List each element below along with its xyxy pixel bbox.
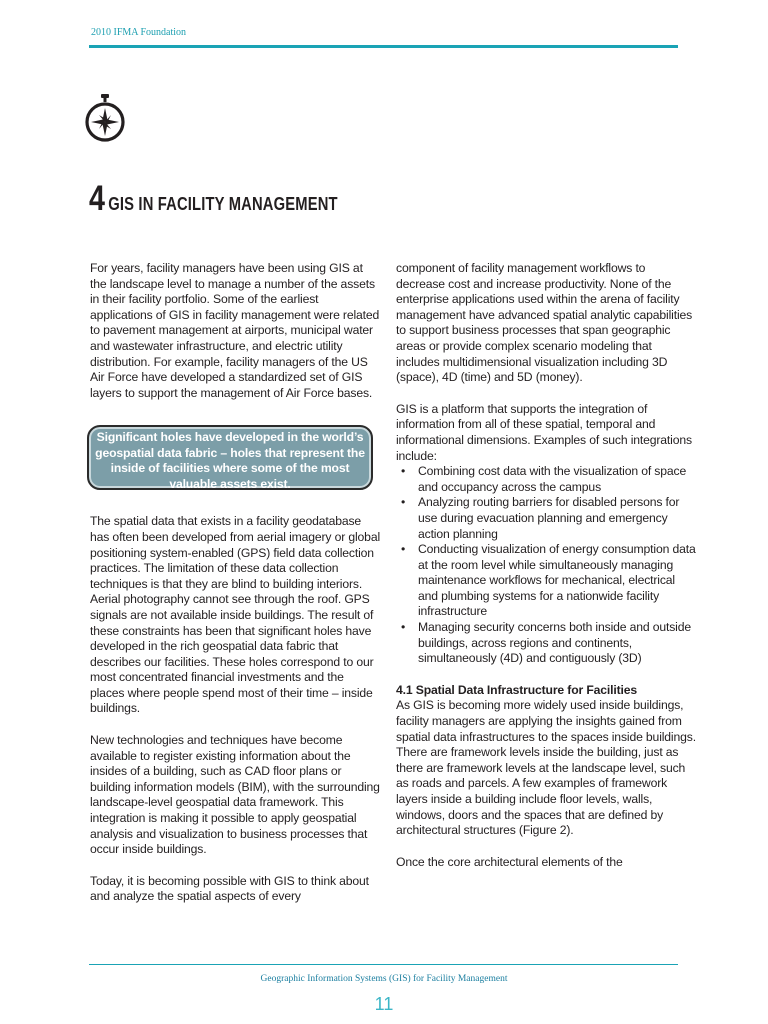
list-item: • Conducting visualization of energy consumption data at the room level while simultaneously managing maintenance workflows for mechanical, electrical and plumbing systems for a nationwide facility infrastructure <box>396 542 696 620</box>
chapter-title-text: GIS IN FACILITY MANAGEMENT <box>108 194 338 214</box>
right-paragraph-4: Once the core architectural elements of the <box>396 854 623 869</box>
paragraph-spacer <box>396 667 696 683</box>
paragraph-spacer <box>90 717 380 733</box>
chapter-title <box>89 181 338 216</box>
header-rule <box>89 45 678 48</box>
integration-examples-list <box>396 464 696 667</box>
paragraph-spacer <box>90 858 380 874</box>
left-paragraph-1: For years, facility managers have been using GIS at the landscape level to manage a number of the assets in their facility portfolio. Some of the earliest applications of GIS in facility management were related to pavement management at airports, municipal water and wastewater infrastructure, and electric utility distribution. For example, facility managers of the US Air Force have developed a standardized set of GIS layers to support the management of Air Force bases. <box>90 261 380 400</box>
left-paragraph-3: New technologies and techniques have become available to register existing information about the insides of a building, such as CAD floor plans or building information models (BIM), with the surrounding landscape-level geospatial data framework. This integration is making it possible to apply geospatial analysis and visualization to business processes that occur inside buildings. <box>90 733 380 857</box>
page-number: 11 <box>374 994 394 1014</box>
paragraph-spacer <box>396 839 696 855</box>
right-paragraph-2: GIS is a platform that supports the integration of information from all of these spatial, temporal and informational dimensions. Examples of such integrations include: <box>396 401 692 463</box>
pull-quote-callout: Significant holes have developed in the world’s geospatial data fabric – holes that represent the inside of facilities where some of the most valuable assets exist. <box>87 425 373 490</box>
list-item: • Analyzing routing barriers for disabled persons for use during evacuation planning and emergency action planning <box>396 495 696 542</box>
right-paragraph-3: As GIS is becoming more widely used inside buildings, facility managers are applying the insights gained from spatial data infrastructures to the spaces inside buildings. There are framework levels inside the building, just as there are framework levels at the landscape level, such as roads and parcels. A few examples of framework layers inside a building include floor levels, walls, windows, doors and the spaces that are defined by architectural structures (Figure 2). <box>396 698 696 838</box>
footer-rule <box>89 964 678 965</box>
running-head: 2010 IFMA Foundation <box>91 27 187 38</box>
footer-title: Geographic Information Systems (GIS) for Facility Management <box>260 974 508 984</box>
section-heading: 4.1 Spatial Data Infrastructure for Facilities <box>396 682 637 697</box>
chapter-number: 4 <box>89 179 105 218</box>
paragraph-spacer <box>396 386 696 402</box>
left-column <box>90 261 380 905</box>
right-column <box>396 261 696 870</box>
compass-icon <box>84 94 126 144</box>
left-paragraph-4: Today, it is becoming possible with GIS to think about and analyze the spatial aspects of every <box>90 873 369 904</box>
list-item: • Managing security concerns both inside and outside buildings, across regions and continents, simultaneously (4D) and contiguously (3D) <box>396 620 696 667</box>
list-item: • Combining cost data with the visualization of space and occupancy across the campus <box>396 464 696 495</box>
left-paragraph-2: The spatial data that exists in a facility geodatabase has often been developed from aerial imagery or global positioning system-enabled (GPS) field data collection practices. The limitation of these data collection techniques is that they are blind to building interiors. Aerial photography cannot see through the roof. GPS signals are not available inside buildings. The result of these constraints has been that significant holes have developed in the rich geospatial data fabric that describes our facilities. These holes correspond to our most concentrated financial investments and the places where people spend most of their time – inside buildings. <box>90 514 381 716</box>
right-paragraph-1: component of facility management workflows to decrease cost and increase productivity. None of the enterprise applications used within the arena of facility management have advanced spatial analytic capabilities to support business processes that span geographic areas or provide complex scenario modeling that includes multidimensional visualization including 3D (space), 4D (time) and 5D (money). <box>396 261 693 385</box>
